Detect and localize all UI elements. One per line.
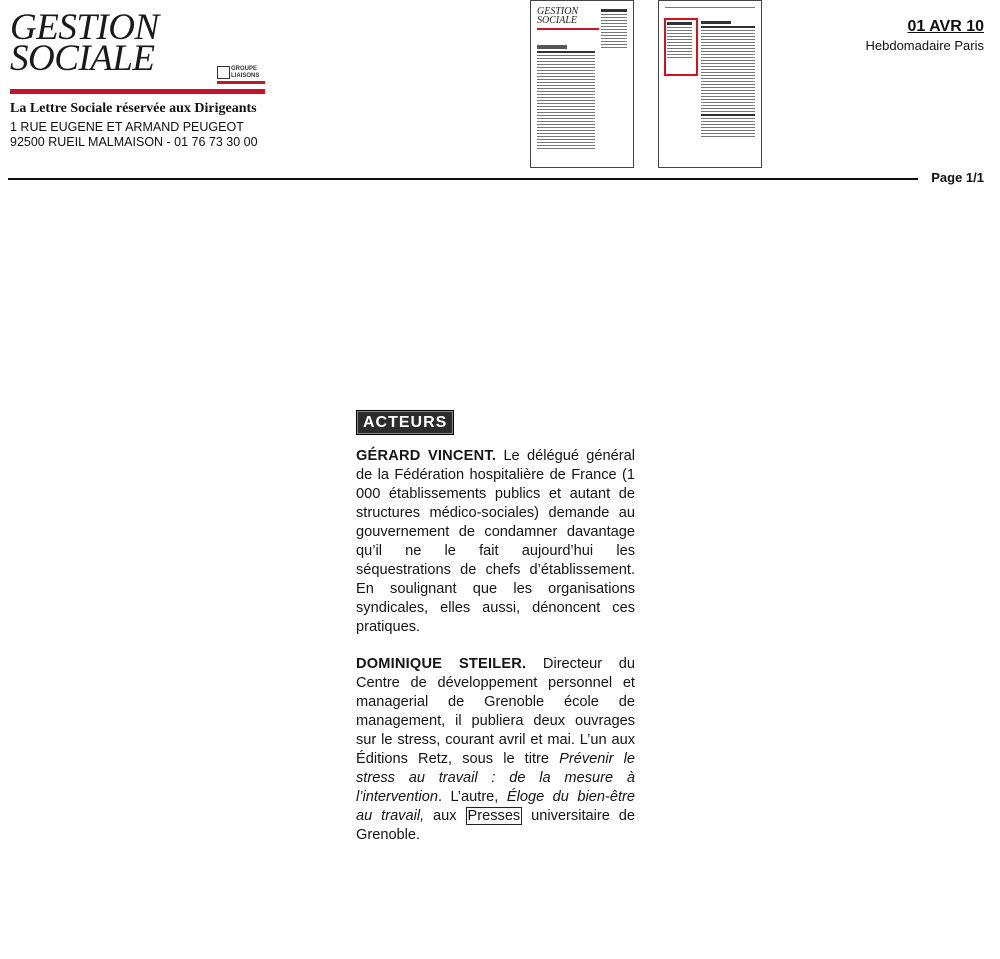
header-separator [8, 178, 918, 180]
boxed-word: Presses [467, 808, 521, 824]
section-label: ACTEURS [356, 410, 454, 435]
publication-title-line1: GESTION [10, 7, 159, 48]
thumbnail-main-column [701, 21, 755, 139]
address-line-1: 1 RUE EUGENE ET ARMAND PEUGEOT [10, 120, 244, 134]
liaisons-label: LIAISONS [231, 73, 260, 79]
publication-date: 01 AVR 10 [907, 18, 984, 35]
article-entry-1 [356, 447, 635, 637]
article-entry-2 [356, 655, 635, 845]
book-title-1: Prévenir le stress au travail : de la mesure à l’intervention [356, 751, 635, 805]
entry-text: Le délégué général de la Fédération hospitalière de France (1 000 établissements publics et autant de structures médico-sociales) demande au gouvernement de condamner davantage qu’il ne le fait aujourd’hui les séquestrations de chefs d’établissement. En soulignant que les organisations syndicales, elles aussi, dénoncent ces pratiques. [356, 448, 635, 635]
groupe-label: GROUPE [231, 66, 258, 72]
thumbnail-column [537, 45, 595, 151]
article-clipping [356, 410, 635, 845]
publication-tagline: La Lettre Sociale réservée aux Dirigeants [10, 101, 257, 116]
thumbnail-header-rule [665, 7, 755, 10]
page-number: Page 1/1 [931, 170, 984, 185]
page-thumbnail-2[interactable] [658, 0, 762, 168]
page-thumbnail-1[interactable] [530, 0, 634, 168]
publication-title-line2: SOCIALE [10, 38, 155, 79]
entry-text: Directeur du Centre de développement personnel et managerial de Grenoble école de management, il publiera deux ouvrages sur le stress, courant avril et mai. L’un aux Éditions Retz, sous le titre [356, 656, 636, 767]
person-name: DOMINIQUE STEILER. [356, 656, 527, 672]
entry-text: universitaire de Grenoble. [356, 808, 635, 843]
masthead [10, 7, 275, 149]
address-line-2: 92500 RUEIL MALMAISON - 01 76 73 30 00 [10, 135, 258, 149]
book-title-2: Éloge du bien-être au travail, [356, 789, 635, 824]
entry-text: . L’autre, [437, 789, 507, 805]
entry-text: aux [424, 808, 466, 824]
publication-edition: Hebdomadaire Paris [865, 38, 984, 53]
person-name: GÉRARD VINCENT. [356, 448, 497, 464]
thumbnail-masthead: GESTION SOCIALE [537, 6, 579, 26]
publisher-address [10, 120, 258, 150]
thumbnail-sidebar [601, 9, 627, 50]
groupe-liaisons-logo [217, 66, 267, 88]
thumbnail-left-column [667, 22, 692, 60]
masthead-red-rule [10, 89, 265, 94]
